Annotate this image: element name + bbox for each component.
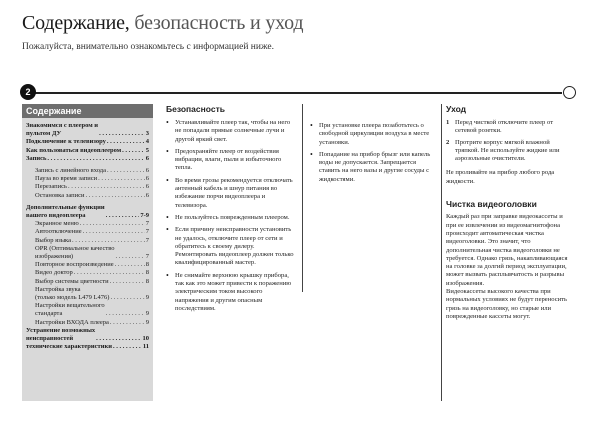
toc-list (22, 118, 153, 351)
toc-leader-dots (72, 237, 145, 245)
care-step (446, 139, 574, 164)
safety-bullet: • Устанавливайте плеер так, чтобы на него не попадали прямые солнечные лучи и другой яркий свет. (166, 119, 294, 144)
safety-bullet: • Попадание на прибор брызг или капель воды не допускается. Запрещается ставить на него вазы и другие сосуды с жидкостями. (310, 151, 438, 184)
toc-entry-page: 7 (145, 228, 149, 236)
column-divider-2 (441, 104, 442, 401)
toc-leader-dots (113, 343, 142, 351)
toc-entry-label: Настройки вещательного стандарта (35, 302, 105, 318)
toc-entry-label: Видео доктор (35, 269, 73, 277)
toc-entry-label: Подключение к телевизору (26, 138, 106, 146)
safety-bullet: • Не пользуйтесь поврежденным плеером. (166, 214, 294, 222)
toc-leader-dots (122, 147, 145, 155)
safety-heading: Безопасность (166, 104, 225, 114)
toc-entry-page: 6 (145, 183, 149, 191)
column-divider-1 (302, 104, 303, 292)
toc-entry-page: 6 (145, 191, 149, 199)
care-step-text: Протрите корпус мягкой влажной тряпкой. Не используйте жидкие или аэрозольные очистители. (455, 138, 560, 163)
head-cleaning-paragraph: Видеокассеты высокого качества при нормальных условиях не будут переносить грязь на видеоголовку, но старые или поврежденные кассеты могут. (446, 288, 568, 320)
care-step-text: Перед чисткой отключите плеер от сетевой розетки. (455, 119, 554, 135)
toc-entry (26, 286, 149, 302)
toc-entry (26, 167, 149, 175)
toc-heading: Содержание (22, 104, 153, 118)
toc-leader-dots (74, 269, 145, 277)
toc-leader-dots (96, 335, 141, 343)
toc-entry (26, 147, 149, 155)
care-heading: Уход (446, 104, 467, 114)
toc-entry (26, 183, 149, 191)
toc-entry-label: Повторное воспроизведение (35, 261, 114, 269)
page-subtitle: Пожалуйста, внимательно ознакомьтесь с информацией ниже. (22, 42, 274, 52)
toc-entry-page: 7 (145, 220, 149, 228)
toc-leader-dots (68, 183, 145, 191)
head-cleaning-text (446, 213, 574, 321)
toc-leader-dots (47, 155, 144, 163)
toc-leader-dots (98, 175, 145, 183)
toc-entry-label: Настройки ВХОДА плеера (35, 318, 109, 326)
section-divider-rule (22, 92, 562, 94)
toc-entry-page: 4 (145, 138, 149, 146)
toc-entry-label: Выбор системы цветности (35, 277, 109, 285)
toc-entry-page: 6 (145, 154, 149, 162)
toc-entry-page: 6 (145, 167, 149, 175)
toc-entry (26, 327, 149, 343)
toc-entry (26, 278, 149, 286)
toc-entry (26, 155, 149, 163)
toc-leader-dots (106, 310, 145, 318)
toc-entry-label: Как пользоваться видеоплеером (26, 146, 122, 154)
toc-entry-page: 8 (145, 277, 149, 285)
toc-entry-label: технические характеристики (26, 343, 112, 351)
toc-entry (26, 319, 149, 327)
care-note: Не проливайте на прибор любого рода жидкости. (446, 169, 555, 185)
safety-column-1 (166, 104, 294, 317)
toc-entry-label: Выбор языка (35, 236, 72, 244)
head-cleaning-heading: Чистка видеоголовки (446, 199, 537, 210)
toc-leader-dots (80, 220, 145, 228)
toc-leader-dots (85, 192, 144, 200)
page-title (22, 12, 303, 35)
toc-leader-dots (107, 138, 145, 146)
toc-entry-label: Пауза во время записи (35, 175, 98, 183)
toc-entry-page: 7 (145, 253, 149, 261)
toc-entry-page: 11 (142, 343, 149, 351)
toc-entry-label: Дополнительные функции вашего видеоплеера (26, 203, 105, 220)
safety-column-2 (310, 122, 438, 188)
toc-entry-label: OPR (Оптимальное качество изображения) (35, 244, 115, 261)
safety-bullets-1 (166, 119, 294, 313)
toc-leader-dots (83, 228, 145, 236)
toc-entry-page: 3 (145, 130, 149, 138)
title-part-contents: Содержание, (22, 12, 130, 34)
toc-entry-page: 9 (145, 310, 149, 318)
title-part-safety-care: безопасность и уход (129, 12, 304, 34)
toc-entry-label: Запись (26, 154, 47, 162)
toc-entry (26, 122, 149, 138)
toc-entry (26, 220, 149, 228)
care-step (446, 119, 574, 136)
toc-entry-label: Экранное меню (35, 220, 79, 228)
toc-leader-dots (110, 294, 144, 302)
toc-entry (26, 204, 149, 220)
toc-leader-dots (115, 253, 144, 261)
rule-end-circle (563, 86, 576, 99)
toc-entry-page: 8 (145, 269, 149, 277)
toc-entry-page: 7 (145, 236, 149, 244)
toc-entry-page: 10 (142, 335, 149, 343)
care-step-number: 2 (446, 138, 450, 146)
toc-entry-label: Настройка звука (только модель L479 L476) (35, 285, 110, 302)
toc-entry (26, 237, 149, 245)
safety-bullet: • Предохраняйте плеер от воздействия вибрации, влаги, пыли и избыточного тепла. (166, 148, 294, 173)
safety-bullets-2 (310, 122, 438, 184)
head-cleaning-paragraph: Каждый раз при заправке видеокассеты и при ее извлечении из видеомагнитофона происходит автоматическая чистка видеоголовки. Это значит, что дополнительная чистка видеоголовки не требуется. Однако грязь, накапливающаяся на головке за долгий период эксплуатации, может вызвать расплывчатость и разрывы изображения. (446, 213, 568, 287)
toc-entry (26, 343, 149, 351)
toc-leader-dots (110, 278, 145, 286)
toc-entry-page: 6 (145, 175, 149, 183)
safety-bullet: • Во время грозы рекомендуется отключать антенный кабель и шнур питания во избежание порчи видеоплеера и телевизора. (166, 177, 294, 210)
toc-entry-label: Устранение возможных неисправностей (26, 326, 96, 343)
page-number-badge: 2 (20, 84, 36, 100)
toc-entry (26, 228, 149, 236)
toc-entry-label: Запись с линейного входа (35, 167, 106, 175)
toc-entry-page: 7-9 (140, 212, 149, 220)
toc-entry-label: Автоотключение (35, 228, 82, 236)
toc-entry (26, 175, 149, 183)
toc-leader-dots (106, 212, 140, 220)
care-step-number: 1 (446, 119, 450, 126)
toc-entry (26, 138, 149, 146)
toc-leader-dots (115, 261, 145, 269)
toc-entry (26, 261, 149, 269)
toc-leader-dots (107, 167, 145, 175)
care-steps (446, 119, 574, 163)
toc-entry-label: Перезапись (35, 183, 67, 191)
toc-leader-dots (110, 319, 145, 327)
safety-bullet: • Если причину неисправности установить не удалось, отключите плеер от сети и обратитесь к своему дилеру. Ремонтировать видеоплеер должен только квалифицированный мастер. (166, 226, 294, 267)
toc-entry (26, 269, 149, 277)
toc-entry (26, 245, 149, 261)
toc-entry-page: 8 (145, 261, 149, 269)
safety-bullet: • При установке плеера позаботьтесь о свободной циркуляции воздуха в месте установки. (310, 122, 438, 147)
toc-entry-page: 5 (145, 146, 149, 154)
toc-entry-label: Остановка записи (35, 191, 85, 199)
toc-entry (26, 192, 149, 200)
table-of-contents (22, 104, 153, 401)
safety-bullet: • Не снимайте верхнюю крышку прибора, так как это может привести к поражению электрическим током высокого напряжения и другим опасным последствиям. (166, 272, 294, 313)
toc-leader-dots (99, 130, 145, 138)
toc-entry-page: 9 (145, 318, 149, 326)
toc-entry (26, 302, 149, 318)
toc-entry-page: 9 (145, 294, 149, 302)
care-column (446, 104, 574, 321)
toc-entry-label: Знакомимся с плеером и пультом ДУ (26, 122, 99, 138)
